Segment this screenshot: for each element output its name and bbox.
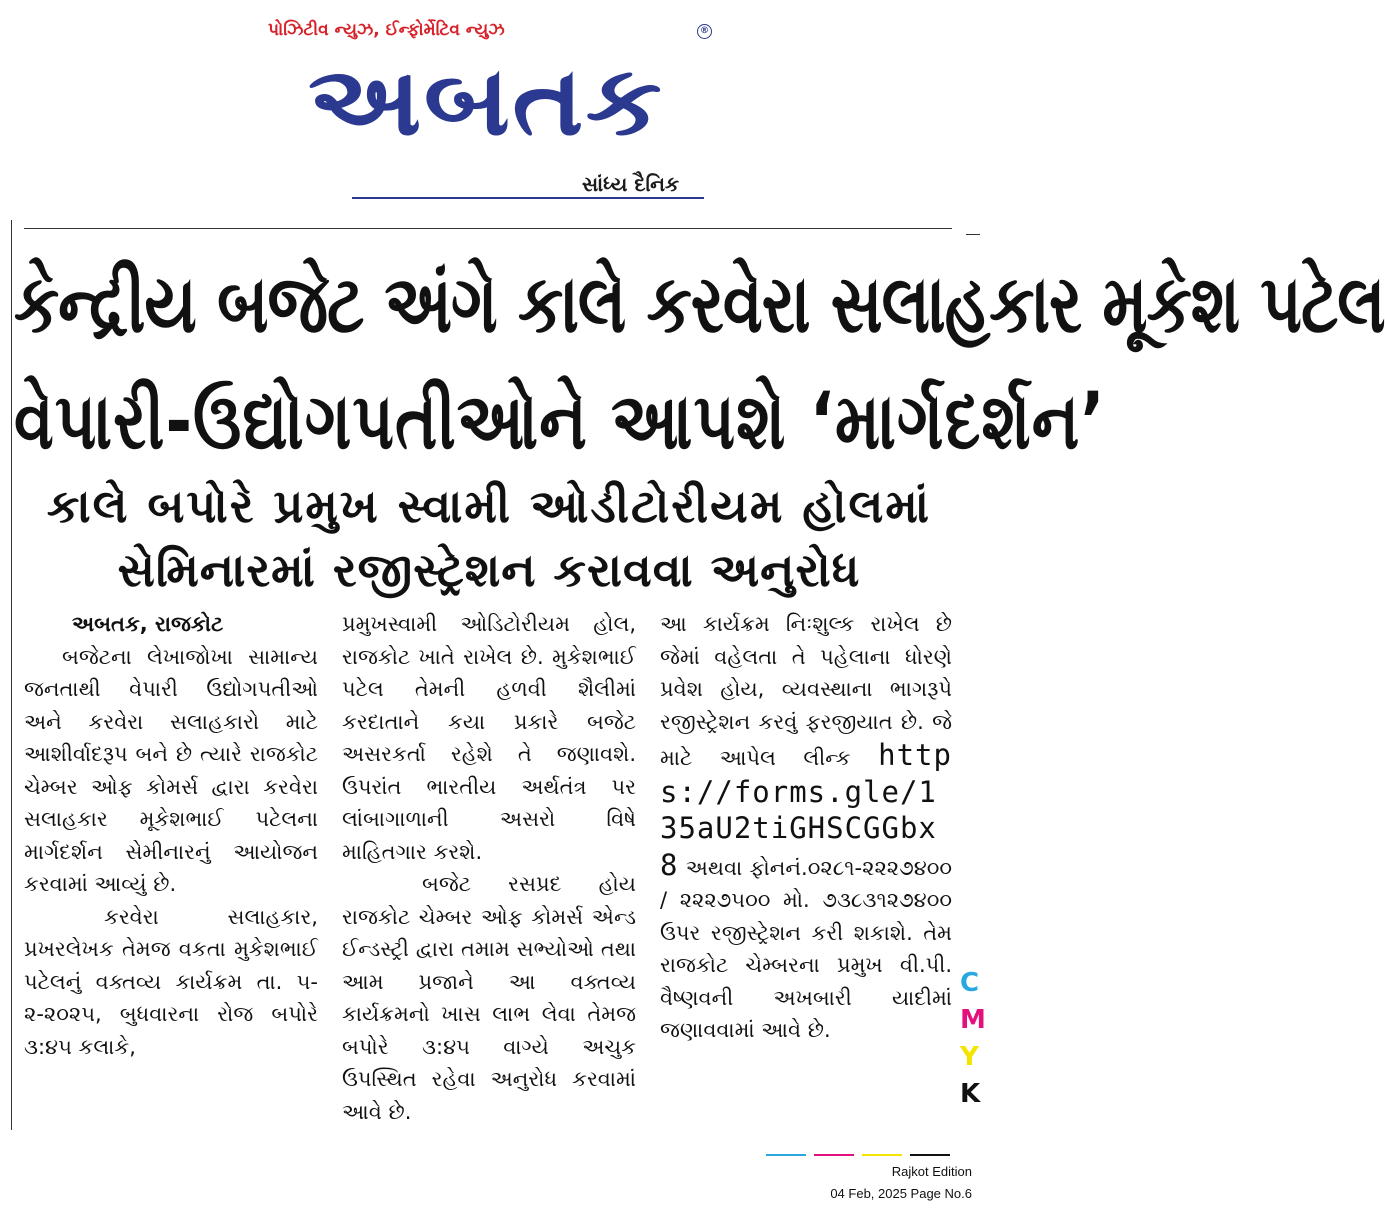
subheadline-line-1: કાલે બપોરે પ્રમુખ સ્વામી ઓડીટોરીયમ હોલમાં	[46, 479, 932, 533]
column-2-paragraph-2: બજેટ રસપ્રદ હોય રાજકોટ ચેમ્બર ઓફ કોમર્સ એન્ડ ઈન્ડસ્ટ્રી દ્વારા તમામ સભ્યોઓ તથા આમ પ્રજાને આ વક્તવ્ય કાર્યક્રમનો ખાસ લાભ લેવા તેમજ બપોરે ૩:૪૫ વાગ્યે અચુક ઉપસ્થિત રહેવા અનુરોધ કરવામાં આવે છે.	[342, 872, 636, 1124]
cmyk-mark-c: C	[960, 968, 980, 998]
masthead-subtitle: સાંધ્ય દૈનિક	[582, 172, 680, 196]
registration-form-link[interactable]: https://forms.gle/135aU2tiGHSCGGbx8	[660, 738, 952, 882]
edition-label: Rajkot Edition	[891, 1164, 972, 1179]
headline-line-2: વેપારી-ઉદ્યોગપતીઓને આપશે ‘માર્ગદર્શન’	[14, 377, 1106, 468]
column-3-paragraph	[660, 608, 952, 1047]
column-2-paragraph-1: પ્રમુખસ્વામી ઓડિટોરીયમ હોલ, રાજકોટ ખાતે રાખેલ છે. મુકેશભાઈ પટેલ તેમની હળવી શૈલીમાં કરદાતાને કયા પ્રકારે બજેટ અસરકર્તા રહેશે તે જણાવશે. ઉપરાંત ભારતીય અર્થતંત્ર પર લાંબાગાળાની અસરો વિષે માહિતગાર કરશે.	[342, 612, 636, 864]
cmyk-mark-y: Y	[960, 1042, 979, 1072]
logo-wordmark: અબતક	[308, 45, 664, 157]
column-1-paragraph-1: બજેટના લેખાજોખા સામાન્ય જનતાથી વેપારી ઉદ્યોગપતીઓ અને કરવેરા સલાહકારો માટે આશીર્વાદરૂપ બને છે ત્યારે રાજકોટ ચેમ્બર ઓફ કોમર્સ દ્વારા કરવેરા સલાહકાર મૂકેશભાઈ પટેલના માર્ગદર્શન સેમીનારનું આયોજન કરવામાં આવ્યું છે.	[24, 644, 318, 896]
column-1-paragraph-2: કરવેરા સલાહકાર, પ્રખરલેખક તેમજ વકતા મુકેશભાઈ પટેલનું વક્તવ્ય કાર્યક્રમ તા. ૫- ૨-૨૦૨૫, બુધવારના રોજ બપોરે ૩:૪૫ કલાકે,	[24, 904, 318, 1059]
left-divider	[11, 220, 12, 1130]
masthead-tagline: પોઝિટીવ ન્યુઝ, ઈન્ફોર્મેટિવ ન્યુઝ	[268, 20, 505, 40]
article-column-1	[24, 608, 318, 1063]
right-crop-mark	[966, 234, 980, 235]
cmyk-mark-k: K	[960, 1079, 981, 1109]
article-column-3	[660, 608, 952, 1047]
color-bar-cyan	[766, 1154, 806, 1156]
color-bar-black	[910, 1154, 950, 1156]
cmyk-mark-m: M	[960, 1005, 986, 1035]
dateline: અબતક, રાજકોટ	[72, 612, 224, 636]
column-3-text-before-link: આ કાર્યક્રમ નિઃશુલ્ક રાખેલ છે જેમાં વહેલતા તે પહેલાના ધોરણે પ્રવેશ હોય, વ્યવસ્થાના ભાગરૂપે રજીસ્ટ્રેશન કરવું ફરજીયાત છે. જે માટે આપેલ લીન્ક	[660, 612, 952, 770]
date-page-label: 04 Feb, 2025 Page No.6	[830, 1186, 972, 1201]
article-column-2	[342, 608, 636, 1128]
column-3-text-after-link: અથવા ફોનનં.૦૨૮૧-૨૨૨૭૪૦૦ / ૨૨૨૭૫૦૦ મો. ૭૩૮૩૧૨૭૪૦૦ ઉપર રજીસ્ટ્રેશન કરી શકાશે. તેમ રાજકોટ ચેમ્બરના પ્રમુખ વી.પી. વૈષ્ણવની અખબારી યાદીમાં જણાવવામાં આવે છે.	[660, 855, 952, 1042]
masthead-logo	[266, 42, 706, 160]
registered-mark-icon: ®	[697, 24, 712, 39]
headline-line-1: કેન્દ્રીય બજેટ અંગે કાલે કરવેરા સલાહકાર મૂકેશ પટેલ	[14, 259, 1385, 352]
masthead-underline	[352, 197, 704, 199]
color-bar-magenta	[814, 1154, 854, 1156]
top-divider	[24, 228, 952, 229]
subheadline-line-2: સેમિનારમાં રજીસ્ટ્રેશન કરાવવા અનુરોધ	[117, 543, 861, 597]
color-bar-yellow	[862, 1154, 902, 1156]
